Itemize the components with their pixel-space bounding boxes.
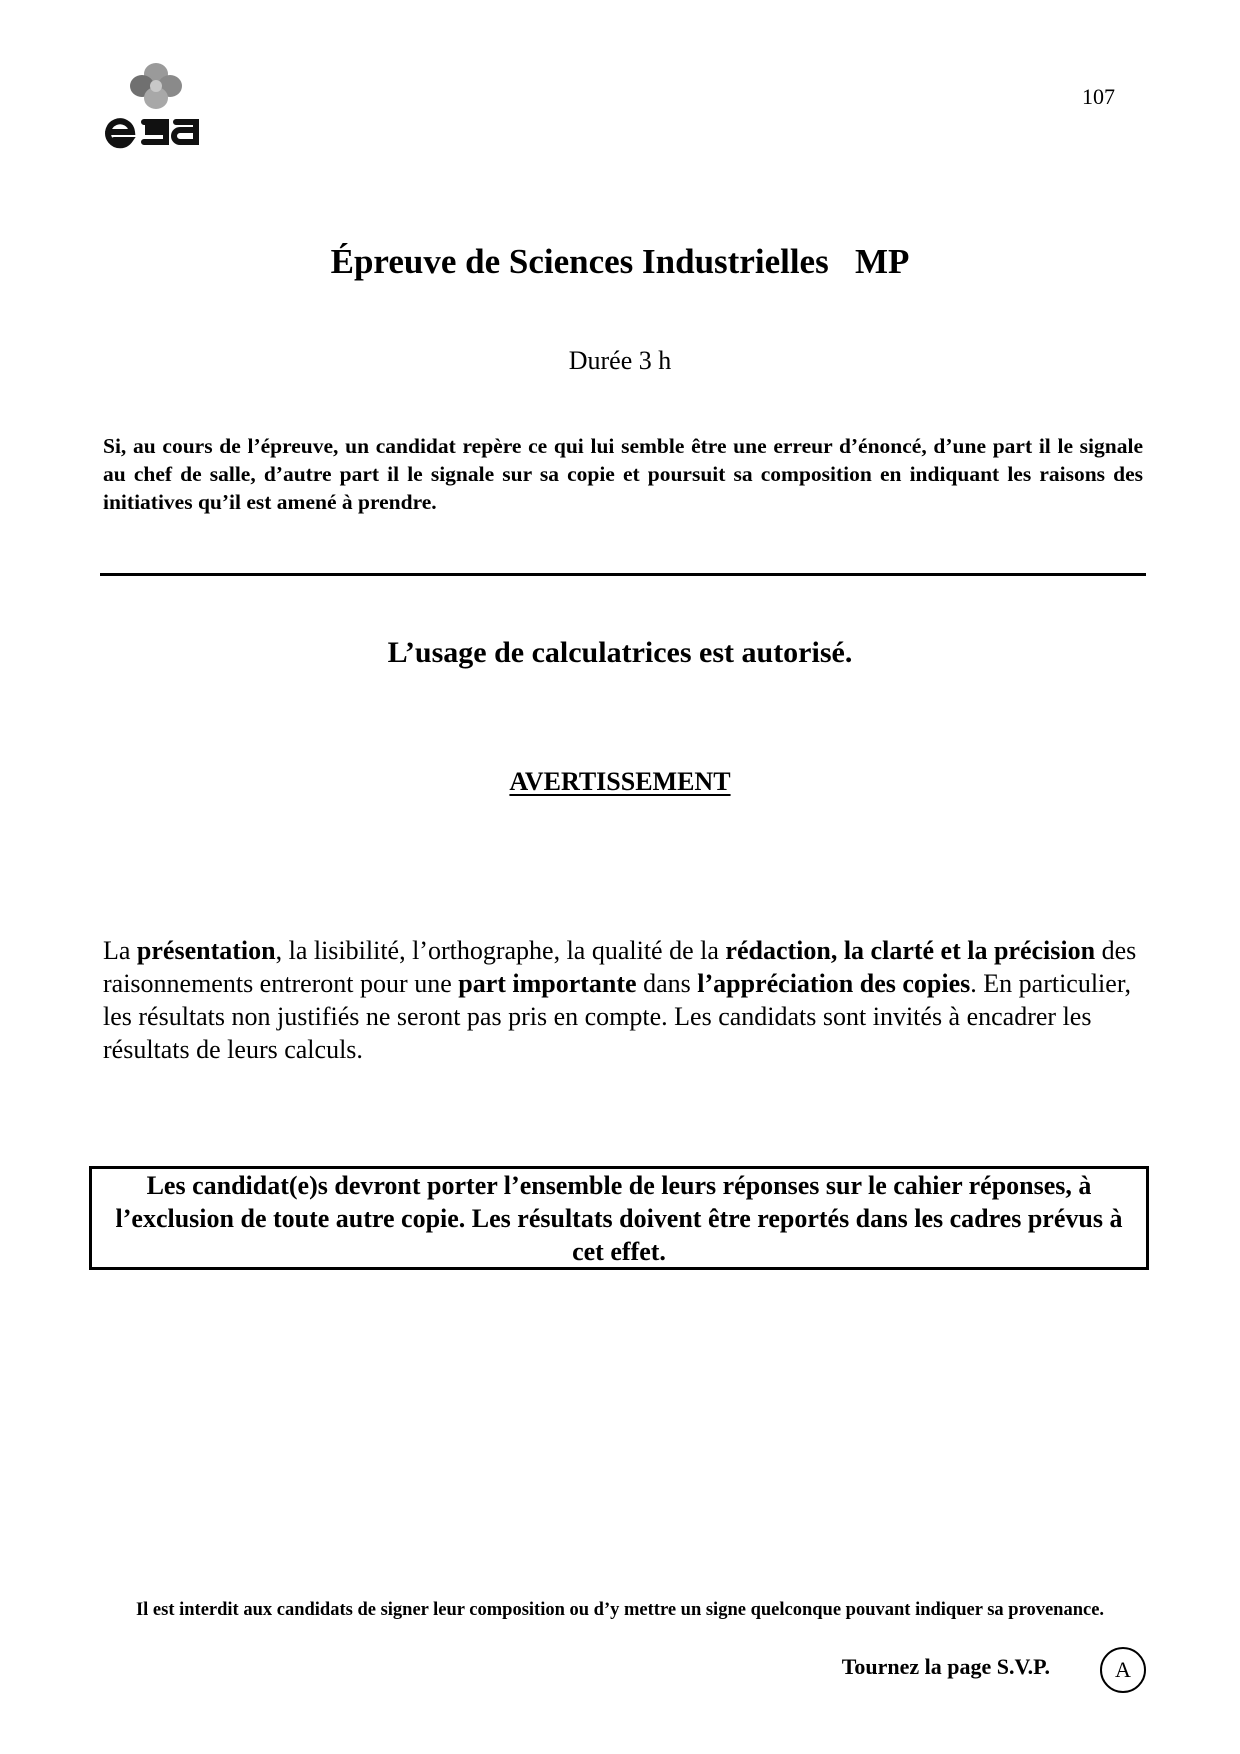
warning-paragraph xyxy=(103,934,1143,1066)
exam-title: Épreuve de Sciences Industrielles MP xyxy=(330,242,910,281)
warning-text-segment: . En particulier, les résultats non justifiés ne seront pas pris en compte. Les candidats sont invités à encadrer les résultats de leurs calculs. xyxy=(103,969,1131,1064)
divider-line xyxy=(100,573,1146,576)
warning-emphasis: présentation xyxy=(136,936,276,965)
page-number: 107 xyxy=(1082,84,1115,109)
turn-page-label: Tournez la page S.V.P. xyxy=(841,1654,1050,1679)
warning-emphasis: l’appréciation des copies xyxy=(697,969,971,998)
warning-heading: AVERTISSEMENT xyxy=(509,767,731,796)
warning-text-segment: des raisonnements entreront pour une xyxy=(103,936,1137,998)
e3a-logo-graphic xyxy=(100,56,212,152)
error-notice: Si, au cours de l’épreuve, un candidat repère ce qui lui semble être une erreur d’énoncé, d’une part il le signale au chef de salle, d’autre part il le signale sur sa copie et poursuit sa composition en indiquant les raisons des initiatives qu’il est amené à prendre. xyxy=(103,434,1143,514)
footer-note: Il est interdit aux candidats de signer leur composition ou d’y mettre un signe quelconque pouvant indiquer sa provenance. xyxy=(135,1600,1105,1620)
warning-text-segment: dans xyxy=(636,969,698,998)
calculator-policy: L’usage de calculatrices est autorisé. xyxy=(387,636,853,669)
warning-text-segment: , la lisibilité, l’orthographe, la qualité de la xyxy=(275,936,726,965)
warning-emphasis: rédaction, la clarté et la précision xyxy=(725,936,1096,965)
answer-instructions-text: Les candidat(e)s devront porter l’ensemble de leurs réponses sur le cahier réponses, à l’exclusion de toute autre copie. Les résultats doivent être reportés dans les cadres prévus à cet effet. xyxy=(115,1170,1123,1266)
answer-instructions-box xyxy=(89,1166,1149,1270)
warning-text-segment: La xyxy=(103,936,137,965)
page-letter: A xyxy=(1115,1657,1131,1682)
page-letter-circle xyxy=(1100,1647,1146,1693)
e3a-logo xyxy=(100,56,212,152)
exam-duration: Durée 3 h xyxy=(568,346,672,375)
warning-emphasis: part importante xyxy=(458,969,637,998)
